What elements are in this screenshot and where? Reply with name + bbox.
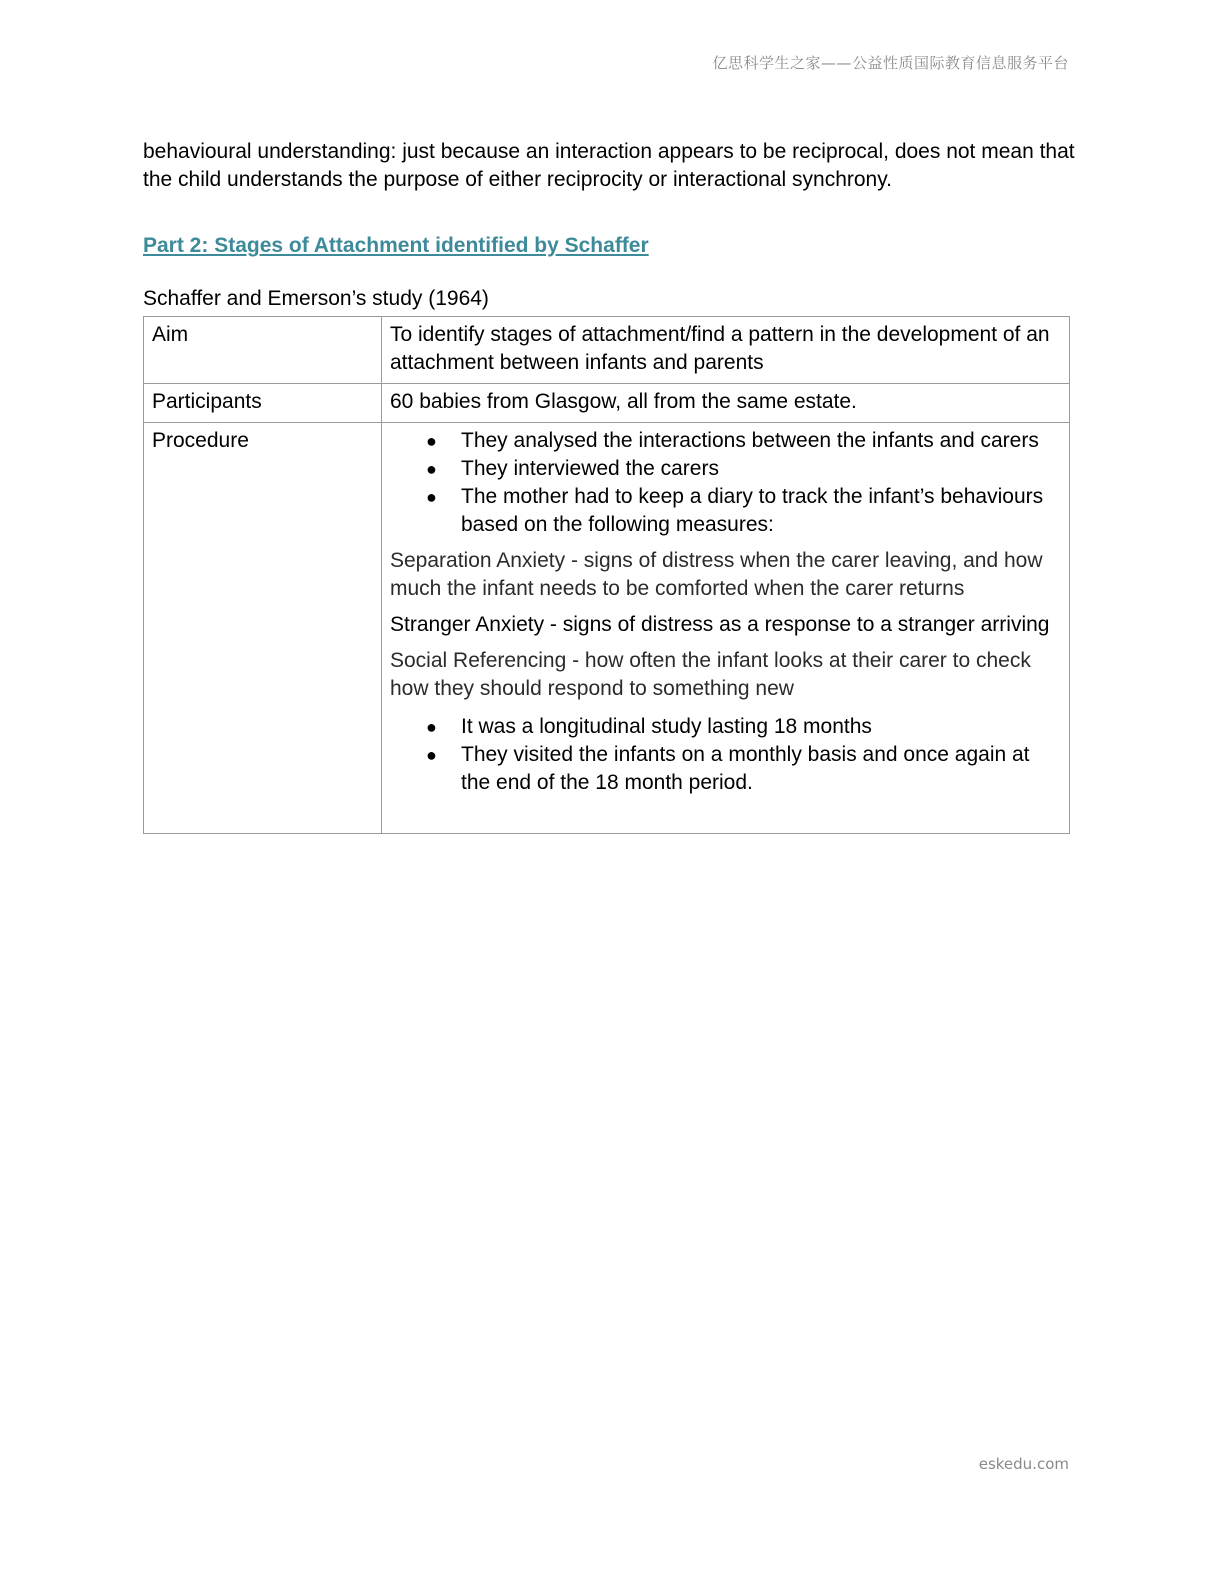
table-row-aim: [144, 317, 1070, 384]
procedure-bullet-list-2: [390, 713, 1061, 797]
aim-label: Aim: [144, 317, 382, 384]
participants-text: 60 babies from Glasgow, all from the same estate.: [382, 384, 1070, 423]
study-title: Schaffer and Emerson’s study (1964): [143, 287, 489, 310]
list-item: ● It was a longitudinal study lasting 18 months: [461, 713, 1061, 741]
page-content: [143, 138, 1083, 834]
procedure-label: Procedure: [144, 423, 382, 834]
list-item: ● They visited the infants on a monthly basis and once again at the end of the 18 month period.: [461, 741, 1061, 797]
section-heading-link[interactable]: Part 2: Stages of Attachment identified by Schaffer: [143, 234, 649, 257]
list-item: ● They analysed the interactions between the infants and carers: [461, 427, 1061, 455]
procedure-bullet-list-1: [390, 427, 1061, 539]
header-watermark: 亿思科学生之家——公益性质国际教育信息服务平台: [712, 54, 1069, 72]
measure-separation-anxiety: Separation Anxiety - signs of distress when the carer leaving, and how much the infant needs to be comforted when the carer returns: [390, 549, 1043, 600]
aim-text: To identify stages of attachment/find a pattern in the development of an attachment between infants and parents: [382, 317, 1070, 384]
footer-site-url: eskedu.com: [978, 1455, 1069, 1473]
participants-label: Participants: [144, 384, 382, 423]
table-row-participants: [144, 384, 1070, 423]
procedure-content: [382, 423, 1070, 834]
measure-social-referencing: Social Referencing - how often the infant looks at their carer to check how they should respond to something new: [390, 649, 1031, 700]
study-table: [143, 316, 1070, 834]
measure-stranger-anxiety: Stranger Anxiety - signs of distress as a response to a stranger arriving: [390, 613, 1050, 636]
list-item: ● The mother had to keep a diary to track the infant’s behaviours based on the following measures:: [461, 483, 1061, 539]
table-row-procedure: [144, 423, 1070, 834]
list-item: ● They interviewed the carers: [461, 455, 1061, 483]
intro-paragraph: behavioural understanding: just because an interaction appears to be reciprocal, does not mean that the child understands the purpose of either reciprocity or interactional synchrony.: [143, 140, 1075, 191]
